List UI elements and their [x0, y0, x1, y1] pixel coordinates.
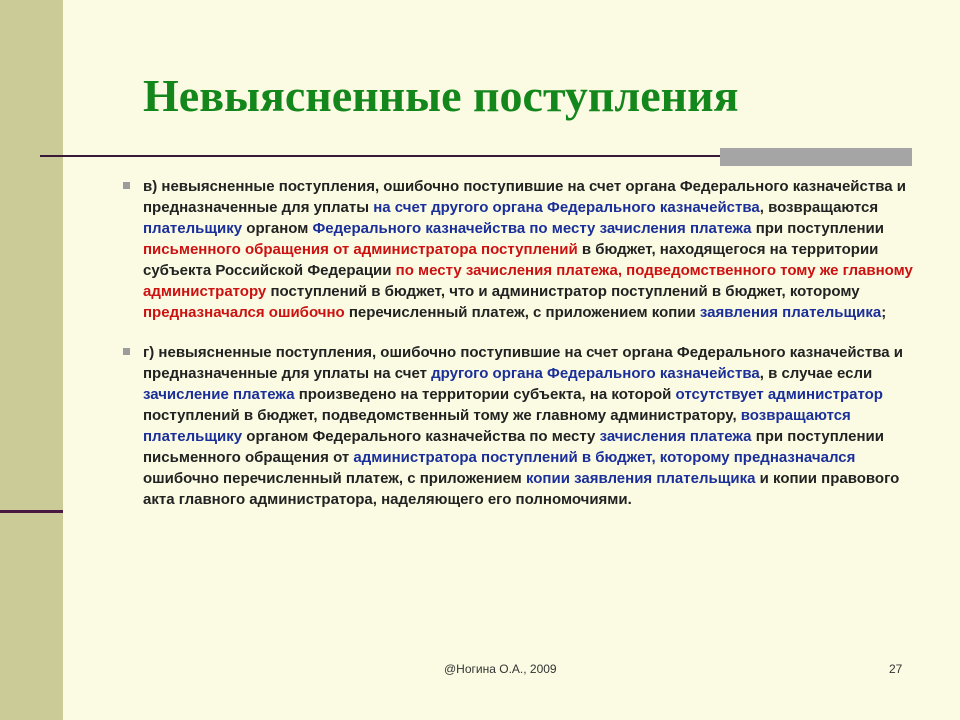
text-segment-blue: отсутствует администратор: [675, 386, 883, 403]
bullet-square-icon: [123, 348, 130, 355]
text-segment-blue: на счет другого органа Федерального казначейства: [373, 199, 760, 216]
text-segment-blue: зачисление платежа: [143, 386, 295, 403]
text-segment: в) невыясненные поступления, ошибочно поступившие на счет органа Федерального казначейства и предназначенные для уплаты: [143, 178, 906, 216]
text-segment: при поступлении: [751, 220, 884, 237]
text-segment: г) невыясненные поступления, ошибочно поступившие на счет органа Федерального казначейства и предназначенные для уплаты на счет: [143, 344, 903, 382]
text-segment: и копии правового акта главного администратора, наделяющего его полномочиями.: [143, 470, 900, 508]
slide-body: [123, 176, 913, 510]
paragraph-g: [123, 342, 913, 510]
text-segment: при поступлении письменного обращения от: [143, 428, 884, 466]
text-segment: перечисленный платеж, с приложением копии: [344, 304, 700, 321]
text-segment-red: по месту зачисления платежа, подведомственного тому же главному администратору: [143, 262, 913, 300]
slide-footer: [0, 662, 960, 680]
left-bar-divider: [0, 510, 63, 513]
text-segment: поступлений в бюджет, подведомственный тому же главному администратору,: [143, 407, 741, 424]
text-segment-blue: другого органа Федерального казначейства: [431, 365, 760, 382]
text-segment-red: предназначался ошибочно: [143, 304, 345, 321]
text-segment: органом Федерального казначейства по месту: [242, 428, 600, 445]
text-segment: органом: [242, 220, 313, 237]
slide-title: Невыясненные поступления: [143, 70, 739, 121]
title-underline-accent: [720, 148, 912, 166]
page-number: 27: [889, 662, 903, 676]
text-segment-blue: заявления плательщика: [699, 304, 882, 321]
text-segment: , возвращаются: [759, 199, 879, 216]
text-segment-blue: плательщику: [143, 220, 243, 237]
left-decorative-bar: [0, 0, 63, 720]
paragraph-v: [123, 176, 913, 323]
text-segment-blue: Федерального казначейства по месту зачисления платежа: [312, 220, 752, 237]
text-segment: произведено на территории субъекта, на которой: [294, 386, 676, 403]
text-segment: поступлений в бюджет, что и администратор поступлений в бюджет, которому: [266, 283, 860, 300]
footer-author: @Ногина О.А., 2009: [444, 662, 557, 676]
text-segment-blue: администратора поступлений в бюджет, которому предназначался: [353, 449, 856, 466]
text-segment-blue: возвращаются плательщику: [143, 407, 851, 445]
text-segment: ошибочно перечисленный платеж, с приложением: [143, 470, 526, 487]
text-segment-blue: копии заявления плательщика: [525, 470, 756, 487]
text-segment: ;: [881, 304, 887, 321]
text-segment: в бюджет, находящегося на территории субъекта Российской Федерации: [143, 241, 879, 279]
text-segment-blue: зачисления платежа: [599, 428, 752, 445]
bullet-square-icon: [123, 182, 130, 189]
text-segment-red: письменного обращения от администратора поступлений: [143, 241, 578, 258]
text-segment: , в случае если: [759, 365, 873, 382]
